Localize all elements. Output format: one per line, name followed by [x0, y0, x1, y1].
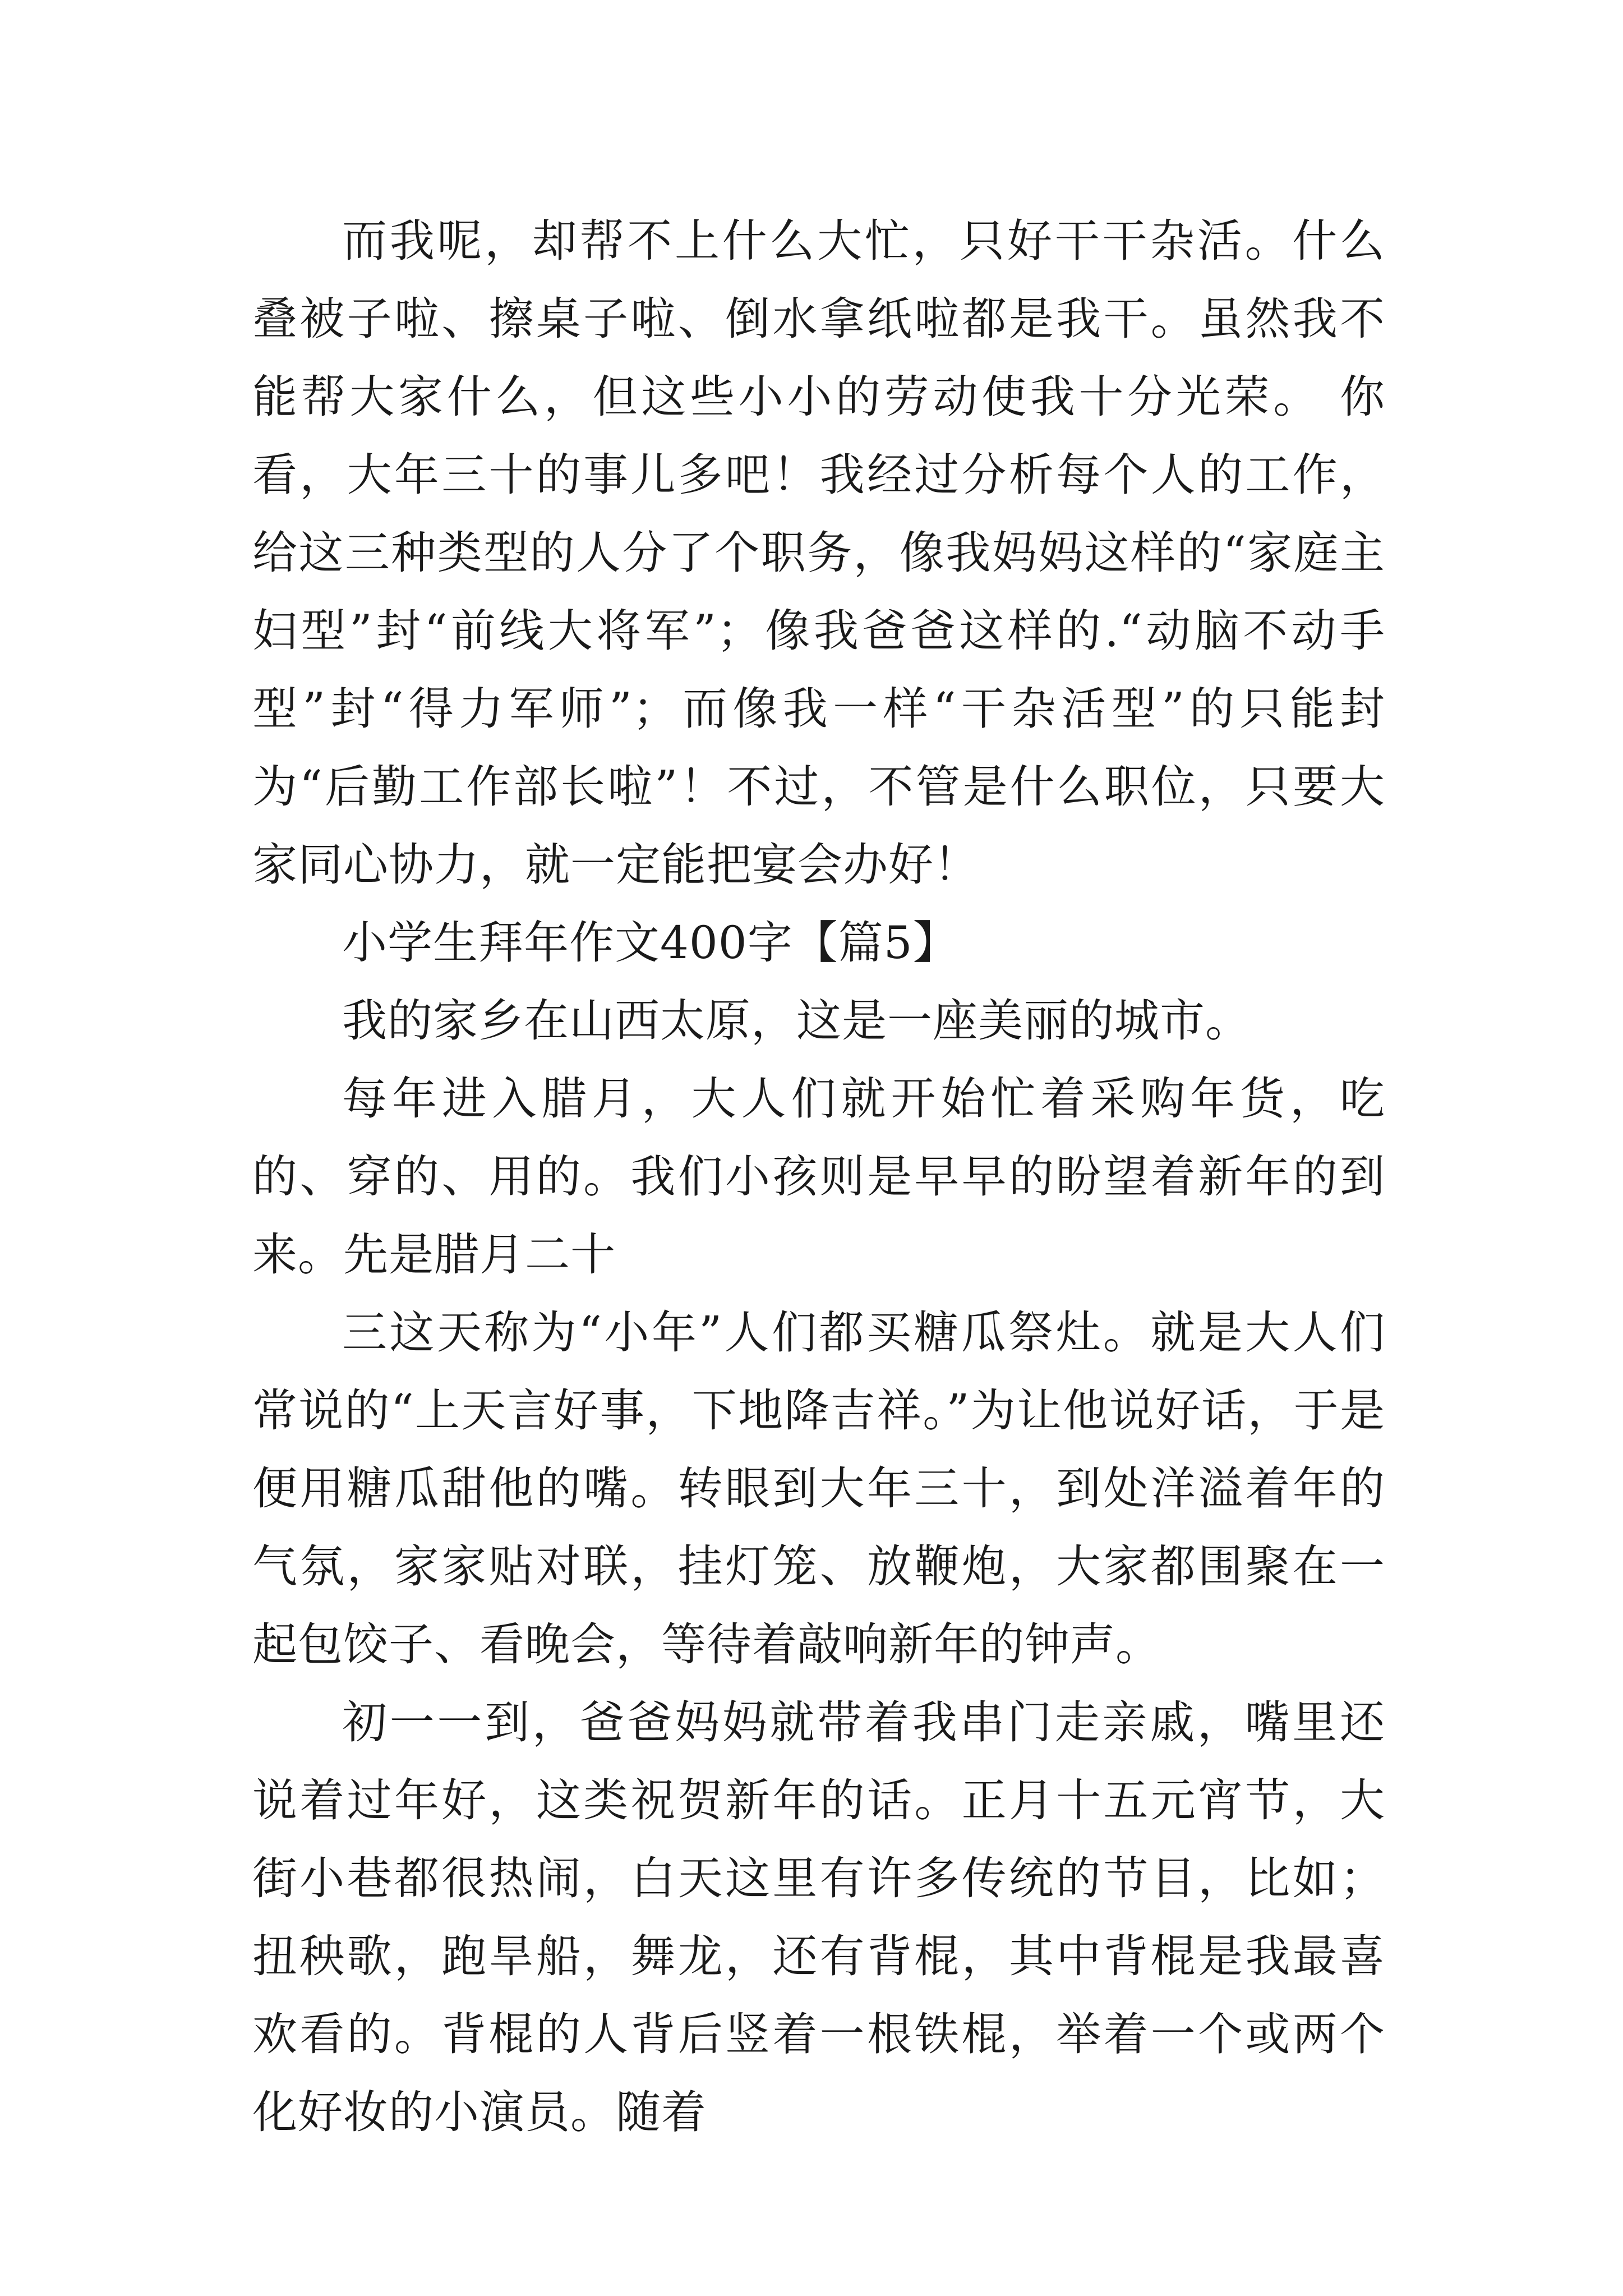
document-body: [252, 202, 1385, 2151]
paragraph-chores: 而我呢，却帮不上什么大忙，只好干干杂活。什么叠被子啦、擦桌子啦、倒水拿纸啦都是我干。虽然我不能帮大家什么，但这些小小的劳动使我十分光荣。 你看，大年三十的事儿多吧！我经过分析每个人的工作，给这三种类型的人分了个职务，像我妈妈这样的“家庭主妇型”封“前线大将军”；像我爸爸这样的.“动脑不动手型”封“得力军师”；而像我一样“干杂活型”的只能封为“后勤工作部长啦”！不过，不管是什么职位，只要大家同心协力，就一定能把宴会办好！: [252, 215, 1385, 891]
section-heading: 小学生拜年作文400字【篇5】: [342, 917, 958, 969]
paragraph-little-new-year: 三这天称为“小年”人们都买糖瓜祭灶。就是大人们常说的“上天言好事，下地降吉祥。”为让他说好话，于是便用糖瓜甜他的嘴。转眼到大年三十，到处洋溢着年的气氛，家家贴对联，挂灯笼、放鞭炮，大家都围聚在一起包饺子、看晚会，等待着敲响新年的钟声。: [252, 1306, 1385, 1671]
paragraph-lunar-month: 每年进入腊月，大人们就开始忙着采购年货，吃的、穿的、用的。我们小孩则是早早的盼望着新年的到来。先是腊月二十: [252, 1073, 1385, 1281]
paragraph-hometown: 我的家乡在山西太原，这是一座美丽的城市。: [342, 995, 1251, 1047]
paragraph-lantern-festival: 初一一到，爸爸妈妈就带着我串门走亲戚，嘴里还说着过年好，这类祝贺新年的话。正月十五元宵节，大街小巷都很热闹，白天这里有许多传统的节目，比如；扭秧歌，跑旱船，舞龙，还有背棍，其中背棍是我最喜欢看的。背棍的人背后竖着一根铁棍，举着一个或两个化好妆的小演员。随着: [252, 1696, 1385, 2138]
